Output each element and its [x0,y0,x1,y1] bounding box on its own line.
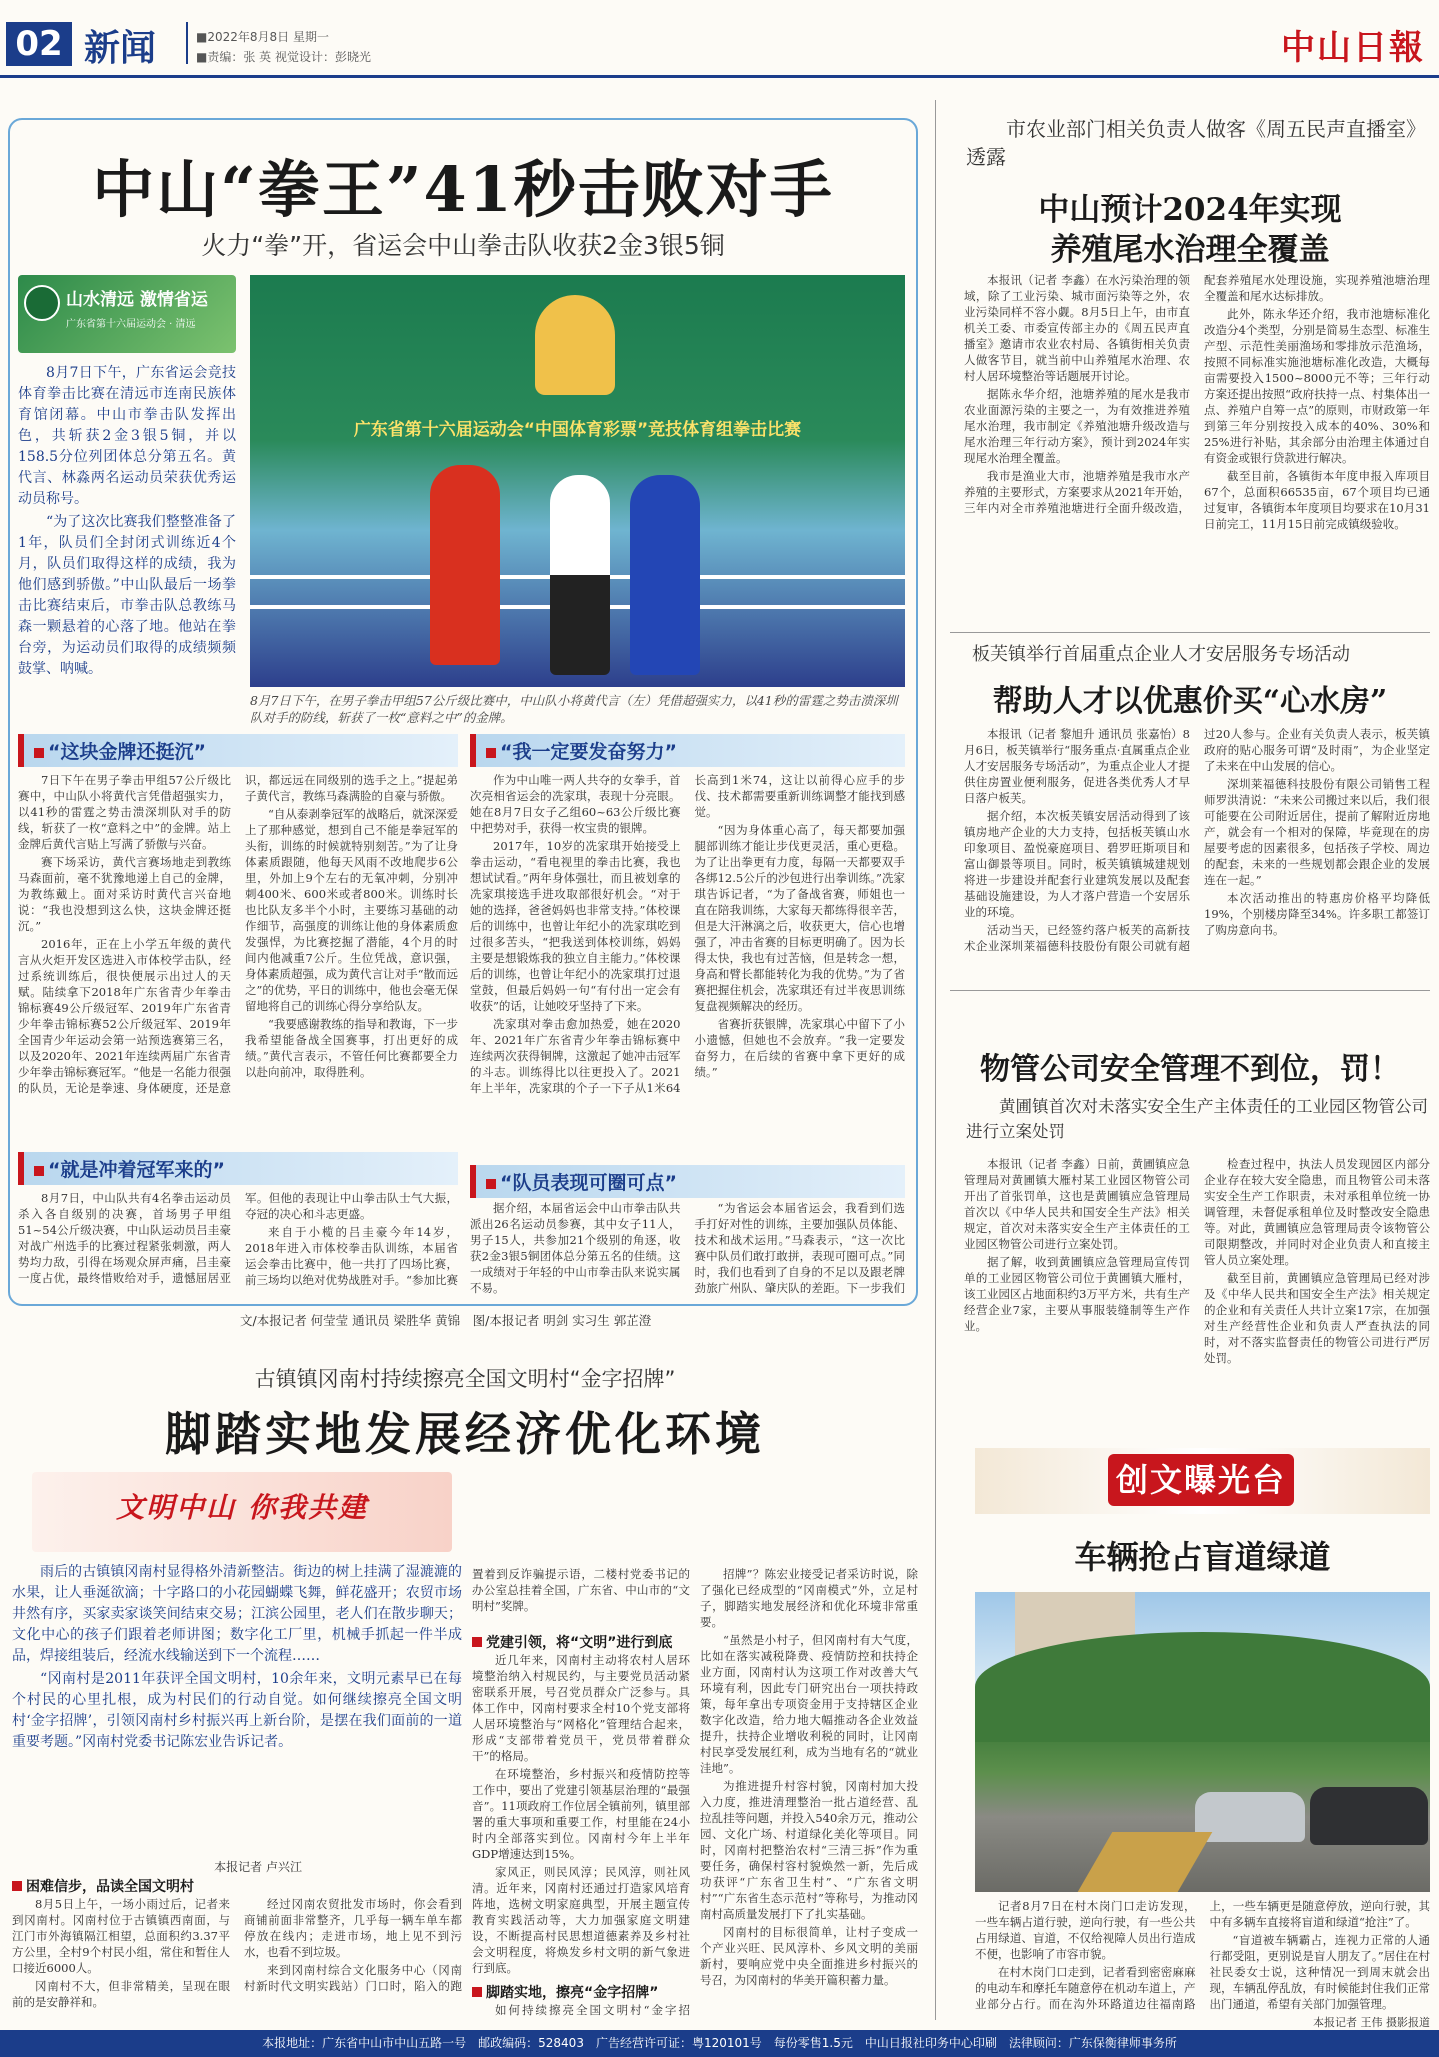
paragraph: 本报讯（记者 李鑫）日前，黄圃镇应急管理局对黄圃镇大雁村某工业园区物管公司开出了首张罚单，这也是黄圃镇应急管理局首次以《中华人民共和国安全生产法》相关规定，首次对未落实安全生产主体责任的工业园区物管公司进行立案处罚。 [964,1157,1190,1251]
r3-subheadline: 黄圃镇首次对未落实安全生产主体责任的工业园区物管公司进行立案处罚 [966,1097,1428,1141]
paragraph: 8月5日上午，一场小雨过后，记者来到冈南村。冈南村位于古镇镇西南面，与江门市外海镇隔江相望，总面积约3.37平方公里，全村9个村民小组，常住和暂住人口接近6000人。 [12,1897,230,1975]
paragraph: 据了解，收到黄圃镇应急管理局宣传罚单的工业园区物管公司位于黄圃镇大雁村，该工业园区占地面积约3万平方米，共有生产经营企业7家，主要从事服装缝制等生产作业。 [964,1255,1190,1333]
section-body-2 [470,772,905,1152]
paragraph: 本报讯（记者 李鑫）在水污染治理的领域，除了工业污染、城市面污染等之外，农业污染同样不容小觑。8月5日上午，由市直机关工委、市委宣传部主办的《周五民声直播室》邀请市农业农村局、各镇街相关负责人做客节目，就当前中山养殖尾水治理、农村人居环境整治等话题展开讨论。 [964,273,1190,383]
heading-marker-icon [12,1881,22,1891]
paragraph: 本次活动推出的特惠房价格平均降低19%，个别楼房降至34%。许多职工都签订了购房意向书。 [1204,891,1430,937]
boxer-blue [630,475,700,675]
heading-marker-icon [486,748,496,758]
paragraph: “虽然是小村子，但冈南村有大气度，比如在落实减税降费、疫情防控和扶持企业方面，冈南村认为这项工作对改善大气环境有利，因此专门研究出台一项扶持政策，每年拿出专项资金用于支持辖区企业数字化改造，给力地大幅推动各企业效益提升，扶持企业增收利税的同时，让冈南村民享受发展红利，成为当地有名的“就业洼地”。 [700,1633,918,1775]
bottom-byline: 本报记者 卢兴江 [214,1860,302,1874]
lead-credits: 文/本报记者 何莹莹 通讯员 梁胜华 黄锦 图/本报记者 明剑 实习生 郭芷澄 [240,1313,652,1328]
paragraph: 招牌”？陈宏业接受记者采访时说，除了强化已经成型的“冈南模式”外，立足村子，脚踏实地发展经济和优化环境非常重要。 [700,1567,918,1629]
section-heading-2 [470,734,905,767]
bottom-intro [12,1562,462,1755]
intro-paragraph: “冈南村是2011年获评全国文明村，10余年来，文明元素早已在每个村民的心里扎根，成为村民们的行动自觉。如何继续擦亮全国文明村‘金字招牌’，引领冈南村乡村振兴再上新台阶，是摆在我们面前的一道重要考题。”冈南村党委书记陈宏业告诉记者。 [12,1671,462,1750]
heading-text: 党建引领，将“文明”进行到底 [486,1635,673,1651]
paragraph: 2017年，10岁的冼家琪开始接受上拳击运动，“看电视里的拳击比赛，我也想试试看。”两年身体强壮，而且被划拿的冼家琪接选手进攻取部很好机会。“对于她的选择，爸爸妈妈也非常支持。”体校课后的训练中，也曾让年纪小的冼家琪吃到过很多苦头，“把我送到体校训练，妈妈主要是想锻炼我的独立自主能力。”体校课后的训练，也曾让年纪小的冼家琪打过退堂鼓，但最后妈妈一句“有付出一定会有收获”的话，让她咬牙坚持了下来。 [470,839,681,1013]
event-banner: 广东省第十六届运动会“中国体育彩票”竞技体育组拳击比赛 [353,420,802,440]
photo-caption: 8月7日下午，在男子拳击甲组57公斤级比赛中，中山队小将黄代言（左）凭借超强实力，以41秒的雷霆之势击溃深圳队对手的防线，斩获了一枚“意料之中”的金牌。 [250,693,898,725]
paragraph: 赛下场采访，黄代言赛场地走到教练马森面前，毫不犹豫地递上自己的金牌，为教练戴上。面对采访时黄代言兴奋地说：“我也没想到这么快，这块金牌还挺沉。” [18,855,231,933]
paragraph: 2016年，正在上小学五年级的黄代言从火炬开发区选进入市体校学击队，经过系统训练后，很快便展示出过人的天赋。陆续拿下2018年广东省青少年拳击锦标赛49公斤级冠军、2019年广东省青少年拳击锦标赛52公斤级冠军、2019年全国青少年运动会第一站预选赛第三名，以及2020年、2021年连续两届广东省青少年拳击锦标赛冠军。“他是一名能力很强的队员，无论是拳速、身体硬度，还是意识，都远远在同级别的选手之上。”提起弟子黄代言，教练马森满脸的自豪与骄傲。 [18,773,458,1095]
paragraph: “盲道被车辆霸占，连视力正常的人通行都受阻，更别说是盲人朋友了。”居住在村社民委女士说，这种情况一到周末就会出现，车辆乱停乱放，有时候能封住我们正常出门通道，希望有关部门加强管理。 [1209,1933,1430,2011]
bottom-headline: 脚踏实地发展经济优化环境 [165,1407,765,1461]
column-divider [935,100,936,2020]
paragraph: 在环境整治，乡村振兴和疫情防控等工作中，要出了党建引领基层治理的“最强音”。11项政府工作位居全镇前列，镇里部署的重大事项和重要工作，村里能在24小时内全部落实到位。冈南村今年上半年GDP增速达到15%。 [472,1767,690,1861]
heading-text: 困难信步，品读全国文明村 [26,1879,194,1895]
badge-mountain-icon [24,285,60,321]
paragraph: 记者8月7日在村木岗门口走访发现，一些车辆占道行驶，逆向行驶，有一些公共占用绿道、盲道，不仅给视障人员出行造成不便，也影响了市容市貌。 [975,1899,1196,1961]
paragraph: 家风正，则民风淳；民风淳，则社风清。近年来，冈南村还通过打造家风培育阵地，选树文明家庭典型，开展主题宣传教育实践活动等，大力加强家庭文明建设，不断提高村民思想道德素养及乡村社会文明程度，将焕发乡村文明的新气象进行到底。 [472,1865,690,1975]
street-photo [975,1592,1430,1892]
paragraph: 来自于小榄的吕圭豪今年14岁，2018年进入市体校拳击队训练，本届省运会拳击比赛中，他一共打了四场比赛，前三场均以绝对优势战胜对手。“参加比赛 [245,1225,458,1287]
r3-headline: 物管公司安全管理不到位，罚！ [980,1052,1400,1087]
paragraph: 截至目前，黄圃镇应急管理局已经对涉及《中华人民共和国安全生产法》相关规定的企业和有关责任人共计立案17宗，在加强对生产经营性企业和负责人严查执法的同时，对不落实监督责任的物管公司进行严厉处罚。 [1204,1271,1430,1365]
section-body-4 [470,1200,905,1300]
paragraph: “因为身体重心高了，每天都要加强腿部训练才能让步伐更灵活，重心更稳。为了让出拳更有力度，每隔一天都要双手各绑12.5公斤的沙包进行出拳训练。”冼家琪告诉记者，“为了备战省赛，师姐也一直在陪我训练，大家每天都练得很辛苦，但是大汗淋漓之后，收获更大，信心也增强了，冲击省赛的目标更明确了。因为长得太快，我也有过苦恼，但是转念一想，身高和臂长都能转化为我的优势。”为了省赛把握住机会，冼家琪还有过半夜思训练复盘视频解决的经历。 [694,823,905,1013]
parked-car [1310,1787,1428,1845]
intro-paragraph: “为了这次比赛我们整整准备了1年，队员们全封闭式训练近4个月，队员们取得这样的成绩，我为他们感到骄傲。”中山队最后一场拳击比赛结束后，市拳击队总教练马森一颗悬着的心落了地。他站在拳台旁，为运动员们取得的成绩频频鼓掌、呐喊。 [18,514,236,677]
intro-paragraph: 雨后的古镇镇冈南村显得格外清新整洁。街边的树上挂满了湿漉漉的水果，让人垂涎欲滴；十字路口的小花园蝴蝶飞舞，鲜花盛开；农贸市场井然有序，买家卖家谈笑间结束交易；江滨公园里，老人们在散步聊天；文化中心的孩子们跟着老师讲图；数字化工厂里，机械手抓起一件半成品，焊接组装后，经流水线输送到下一个流程…… [12,1564,462,1664]
issue-date: ■2022年8月8日 星期一 [196,30,329,44]
r4-tag: 创文曝光台 [1108,1454,1294,1506]
paragraph: 来到冈南村综合文化服务中心（冈南村新时代文明实践站）门口时，陷入的跑 [244,1963,462,1993]
referee [550,475,610,675]
section-heading-text: “就是冲着冠军来的” [48,1159,225,1181]
parked-car [1195,1792,1305,1842]
r4-headline: 车辆抢占盲道绿道 [1074,1538,1331,1576]
mascot-icon [535,295,615,395]
paragraph: 在村木岗门口走到，记者看到密密麻麻的电动车和摩托车随意停在机动车道上，产业部分占行。而在沟外环路道边往福南路上，一些车辆更是随意停放，逆向行驶，其中有多辆车直接将盲道和绿道“抢注”了。 [975,1899,1430,2011]
r1-kicker: 市农业部门相关负责人做客《周五民声直播室》透露 [966,117,1426,169]
bottom-s3-heading [472,1982,690,2002]
section-body-1 [18,772,458,1152]
section-body-3 [18,1190,458,1302]
section-heading-4 [470,1165,905,1198]
page-number: 02 [6,22,72,66]
bottom-kicker: 古镇镇冈南村持续擦亮全国文明村“金字招牌” [254,1367,676,1391]
boxer-red [430,465,500,665]
bottom-s1-body [12,1896,462,2014]
games-badge [18,275,236,353]
section-heading-1 [18,734,458,767]
editor-credits: ■责编：张 英 视觉设计：彭晓光 [196,50,371,64]
r3-body [964,1156,1430,1466]
intro-paragraph: 8月7日下午，广东省运会竞技体育拳击比赛在清远市连南民族体育馆闭幕。中山市拳击队发挥出色，共斩获2金3银5铜，并以158.5分位列团体总分第五名。黄代言、林淼两名运动员荣获优秀运动员称号。 [18,365,236,507]
badge-subtitle: 广东省第十六届运动会 · 清远 [66,319,196,330]
section-heading-text: “这块金牌还挺沉” [48,741,206,763]
r1-headline-line2: 养殖尾水治理全覆盖 [1050,232,1330,268]
tree [975,1632,1430,1742]
masthead [0,0,1439,78]
paragraph: “我要感谢教练的指导和教诲，下一步我希望能备战全国赛事，打出更好的成绩。”黄代言表示，不管任何比赛都要全力以赴向前冲，取得胜利。 [245,1017,458,1079]
paper-logo: 中山日報 [1281,28,1425,68]
heading-marker-icon [34,748,44,758]
bottom-s3-body [472,2002,690,2020]
paragraph: 活动当天，已经签约落户板芙的高新技术企业深圳莱福德科技股份有限公司就有超过20人参与。企业有关负责人表示，板芙镇政府的贴心服务可谓“及时雨”，为企业坚定了未来在中山发展的信心。 [964,727,1430,953]
paragraph: 据介绍，本次板芙镇安居活动得到了该镇房地产企业的大力支持，包括板芙镇山水印象项目、盈悦豪庭项目、碧罗旺斯项目和富山御景等项目。同时，板芙镇镇城建规划将进一步建设并配套行业建筑发展以及配套基础设施建设，为人才落户营造一个安居乐业的环境。 [964,809,1190,919]
bottom-s2-heading [472,1632,690,1652]
story-divider [950,632,1430,633]
paragraph: 7日下午在男子拳击甲组57公斤级比赛中，中山队小将黄代言凭借超强实力，以41秒的雷霆之势击溃深圳队对手的防线，斩获了一枚“意料之中”的金牌。站上金牌后黄代言贴上写满了骄傲与兴奋。 [18,773,231,851]
section-title: 新闻 [84,28,157,69]
paragraph: 我市是渔业大市，池塘养殖是我市水产养殖的主要形式，方案要求从2021年开始，三年内对全市养殖池塘进行全面升级改造，配套养殖尾水处理设施，实现养殖池塘治理全覆盖和尾水达标排放。 [964,273,1430,515]
lead-headline: 中山“拳王”41秒击败对手 [92,153,834,226]
paragraph: 深圳莱福德科技股份有限公司销售工程师罗洪清说：“未来公司搬过来以后，我们很可能要在公司附近居住，提前了解附近房地产，就会有一个相对的保障，毕竟现在的房屋要考虑的因素很多，包括孩子学校、周边的配套，未来的一些规划都会跟企业的发展连在一起。” [1204,777,1430,887]
paragraph: 本报讯（记者 黎旭升 通讯员 张嘉怡）8月6日，板芙镇举行“服务重点·直属重点企业人才安居服务专场活动”，为重点企业人才提供住房置业便利服务，促进各类优秀人才早日落户板芙。 [964,727,1190,805]
paragraph: 经过冈南农贸批发市场时，你会看到商铺前面非常整齐，几乎每一辆车单车都停放在线内；走进市场，地上见不到污水，也看不到垃圾。 [244,1897,462,1959]
bottom-col2-top: 置着到反诈骗提示语，二楼村党委书记的办公室总挂着全国，广东省、中山市的“文明村”奖牌。 [472,1567,690,1613]
lead-intro [18,363,236,682]
section-heading-3 [18,1152,458,1185]
r1-headline-line1: 中山预计2024年实现 [1038,192,1342,228]
masthead-divider [186,22,188,64]
paragraph: “自从泰剥拳冠军的战略后，就深深爱上了那种感觉，想到自己不能是拳冠军的头衔，训练的时候就特别刻苦。”为了让身体素质跟随，他每天风雨不改地爬步6公里，外加上9个左右的无氧冲刺，分别冲刺400米、600米或者800米。训练时长也比队友多半个小时，主要练习基础的动作细节，高强度的训练让他的身体素质愈发强悍，为比赛挖掘了潜能，4个月的时间内他减重7公斤。生位凭战，意识强，身体素质超强，成为黄代言让对手“散而远之”的优势，平日的训练中，他也会毫无保留地将自己的训练心得分享给队友。 [245,807,458,1013]
r2-kicker: 板芙镇举行首届重点企业人才安居服务专场活动 [972,644,1350,665]
story-divider [950,990,1430,991]
paragraph: 截至目前，各镇街本年度申报入库项目67个，总面积66535亩，67个项目均已通过复审，各镇街本年度项目均要求在10月31日前完工，11月15日前完成镇级验收。 [1204,469,1430,531]
paragraph: 冈南村的目标很简单，让村子变成一个产业兴旺、民风淳朴、乡风文明的美丽新村，要响应党中央全面推进乡村振兴的号召，为冈南村的华美开篇积蓄力量。 [700,1925,918,1987]
footer: 本报地址：广东省中山市中山五路一号 邮政编码：528403 广告经营许可证：粤120101号 每份零售1.5元 中山日报社印务中心印刷 法律顾问：广东保衡律师事务所 [0,2030,1439,2057]
heading-text: 脚踏实地，擦亮“金字招牌” [486,1985,659,2001]
lead-subheadline: 火力“拳”开，省运会中山拳击队收获2金3银5铜 [201,231,725,260]
r1-body [964,272,1430,624]
heading-marker-icon [34,1166,44,1176]
paragraph: 作为中山唯一两人共夺的女拳手，首次亮相省运会的冼家琪，表现十分亮眼。她在8月7日女子乙组60~63公斤级比赛中把势对手，获得一枚宝贵的银牌。 [470,773,681,835]
bottom-s1-heading [12,1876,302,1896]
paragraph: 冈南村不大，但非常精美，呈现在眼前的是安静祥和。 [12,1979,230,2009]
paragraph: 省赛折获银牌，冼家琪心中留下了小小遗憾，但她也不会放弃。“我一定要发奋努力，在后续的省赛中拿下更好的成绩。” [694,1017,905,1079]
bottom-s2-body [472,1652,690,1980]
paragraph: 据陈永华介绍，池塘养殖的尾水是我市农业面源污染的主要之一，为有效推进养殖尾水治理，我市制定《养殖池塘升级改造与尾水治理三年行动方案》，预计到2024年实现尾水治理全覆盖。 [964,387,1190,465]
bottom-col3-body [700,1566,918,2016]
paragraph: 冼家琪对拳击愈加热爱，她在2020年、2021年广东省青少年拳击锦标赛中连续两次获得铜牌，这激起了她冲击冠军的斗志。训练得比以往更投入了。2021年上半年，冼家琪的个子一下子从1米64长高到1米74，这让以前得心应手的步伐、技术都需要重新训练调整才能找到感觉。 [470,773,905,1095]
section-heading-text: “我一定要发奋努力” [500,741,677,763]
paragraph: 此外，陈永华还介绍，我市池塘标准化改造分4个类型，分别是简易生态型、标准生产型、示范性美丽渔场和零排放示范渔场，按照不同标准实施池塘标准化改造，大概每亩需要投入1500~8000元不等；三年行动方案还提出按照“政府扶持一点、村集体出一点、养殖户自筹一点”的原则，市财政第一年到第三年分别按投入成本的40%、30%和25%进行补贴，其余部分由治理主体通过自有资金或银行贷款进行解决。 [1204,307,1430,465]
r2-headline: 帮助人才以优惠价买“心水房” [992,684,1388,719]
paragraph: 8月7日，中山队共有4名拳击运动员杀入各自级别的决赛，首场男子甲组51~54公斤级决赛，中山队运动员吕圭豪对战广州选手的比赛过程紧张刺激，两人势均力敌，引得在场观众屏声痛，吕圭豪一度占优，最终惜败给对手，遗憾屈居亚军。但他的表现让中山拳击队士气大振，夺冠的决心和斗志更盛。 [18,1191,458,1285]
logo-text: 文明中山 你我共建 [116,1491,368,1524]
r2-body [964,726,1430,982]
badge-title: 山水清远 激情省运 [66,290,208,310]
heading-marker-icon [472,1987,482,1997]
r4-caption [975,1898,1430,2016]
section-heading-text: “队员表现可圈可点” [500,1172,677,1194]
heading-marker-icon [486,1179,496,1189]
paragraph: “为省运会本届省运会，我看到们选手打好对性的训练，主要加强队员体能、技术和战术运用。”马森表示，“这一次比赛中队员们敢打敢拼，表现可圈可点。”同时，我们也看到了自身的不足以及跟老牌劲旅广州队、肇庆队的差距。下一步我们 [694,1201,905,1295]
paragraph: 为推进提升村容村貌，冈南村加大投入力度，推进清理整治一批占道经营、乱拉乱挂等问题，并投入540余万元，推动公园、文化广场、村道绿化美化等项目。同时，冈南村把整治农村“三清三拆”作为重要任务，确保村容村貌焕然一新，先后成功获评“广东省卫生村”、“广东省文明村”“广东省生态示范村”等称号，为推动冈南村高质量发展打下了扎实基础。 [700,1779,918,1921]
boxing-photo [250,275,905,687]
paragraph: 检查过程中，执法人员发现园区内部分企业存在较大安全隐患，而且物管公司未落实安全生产工作职责，未对承租单位统一协调管理，未督促承租单位及时整改安全隐患等。对此，黄圃镇应急管理局责令该物管公司限期整改，并同时对企业负责人和直接主管人员立案处理。 [1204,1157,1430,1267]
paragraph: 据介绍，本届省运会中山市拳击队共派出26名运动员参赛，其中女子11人，男子15人，共参加21个级别的角逐，收获2金3银5铜团体总分第五名的佳绩。这一成绩对于年轻的中山市拳击队来说实属不易。 [470,1201,681,1295]
r4-credit: 本报记者 王伟 摄影报道 [1313,2016,1430,2029]
paragraph: 如何持续擦亮全国文明村“金字招 [495,2003,690,2017]
heading-marker-icon [472,1637,482,1647]
paragraph: 近几年来，冈南村主动将农村人居环境整治纳入村规民约，与主要党员活动紧密联系开展，号召党员群众广泛参与。具体工作中，冈南村要求全村10个党支部将人居环境整治与“网格化”管理结合起来，形成“支部带着党员干，党员带着群众干”的格局。 [472,1653,690,1763]
blind-path [1078,1832,1213,1892]
civilization-logo [32,1472,452,1552]
